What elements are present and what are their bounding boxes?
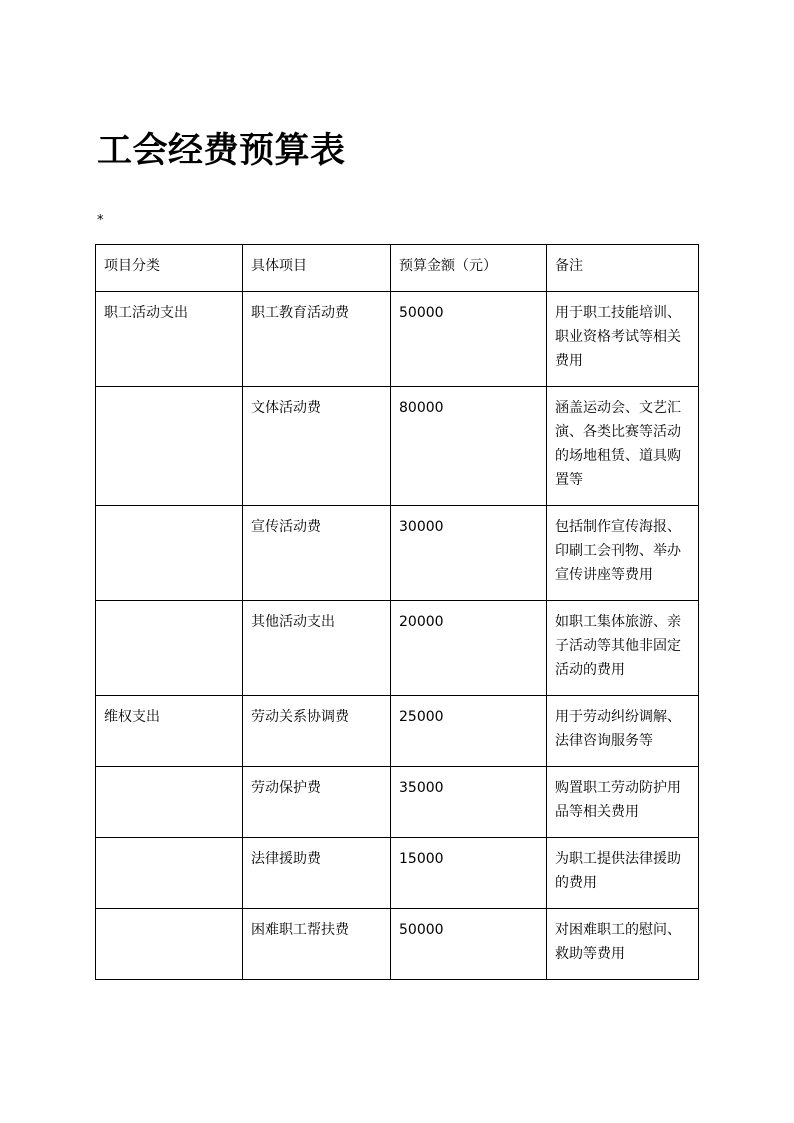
cell-note: 包括制作宣传海报、印刷工会刊物、举办宣传讲座等费用 bbox=[547, 506, 699, 601]
cell-category: 维权支出 bbox=[96, 696, 243, 767]
cell-amount: 30000 bbox=[391, 506, 547, 601]
table-row bbox=[96, 838, 699, 909]
table-row bbox=[96, 767, 699, 838]
cell-amount: 15000 bbox=[391, 838, 547, 909]
cell-item: 劳动关系协调费 bbox=[243, 696, 391, 767]
cell-item: 其他活动支出 bbox=[243, 601, 391, 696]
cell-item: 宣传活动费 bbox=[243, 506, 391, 601]
cell-note: 用于职工技能培训、职业资格考试等相关费用 bbox=[547, 292, 699, 387]
cell-item: 文体活动费 bbox=[243, 387, 391, 506]
cell-category bbox=[96, 387, 243, 506]
cell-amount: 50000 bbox=[391, 909, 547, 980]
cell-note: 为职工提供法律援助的费用 bbox=[547, 838, 699, 909]
cell-note: 涵盖运动会、文艺汇演、各类比赛等活动的场地租赁、道具购置等 bbox=[547, 387, 699, 506]
cell-category bbox=[96, 601, 243, 696]
cell-note: 对困难职工的慰问、救助等费用 bbox=[547, 909, 699, 980]
cell-category bbox=[96, 909, 243, 980]
table-row bbox=[96, 387, 699, 506]
cell-category bbox=[96, 838, 243, 909]
cell-item: 职工教育活动费 bbox=[243, 292, 391, 387]
cell-amount: 50000 bbox=[391, 292, 547, 387]
cell-amount: 25000 bbox=[391, 696, 547, 767]
table-row bbox=[96, 909, 699, 980]
cell-category bbox=[96, 506, 243, 601]
table-row bbox=[96, 292, 699, 387]
cell-item: 劳动保护费 bbox=[243, 767, 391, 838]
table-row bbox=[96, 506, 699, 601]
table-row bbox=[96, 696, 699, 767]
cell-note: 如职工集体旅游、亲子活动等其他非固定活动的费用 bbox=[547, 601, 699, 696]
budget-table bbox=[95, 244, 699, 980]
table-row bbox=[96, 601, 699, 696]
cell-item: 困难职工帮扶费 bbox=[243, 909, 391, 980]
header-category: 项目分类 bbox=[96, 245, 243, 292]
cell-amount: 35000 bbox=[391, 767, 547, 838]
cell-note: 用于劳动纠纷调解、法律咨询服务等 bbox=[547, 696, 699, 767]
cell-category: 职工活动支出 bbox=[96, 292, 243, 387]
asterisk-marker: * bbox=[97, 213, 104, 228]
cell-amount: 20000 bbox=[391, 601, 547, 696]
cell-category bbox=[96, 767, 243, 838]
table-header-row bbox=[96, 245, 699, 292]
header-note: 备注 bbox=[547, 245, 699, 292]
cell-note: 购置职工劳动防护用品等相关费用 bbox=[547, 767, 699, 838]
cell-item: 法律援助费 bbox=[243, 838, 391, 909]
page-title: 工会经费预算表 bbox=[97, 131, 346, 171]
header-item: 具体项目 bbox=[243, 245, 391, 292]
cell-amount: 80000 bbox=[391, 387, 547, 506]
header-amount: 预算金额（元） bbox=[391, 245, 547, 292]
